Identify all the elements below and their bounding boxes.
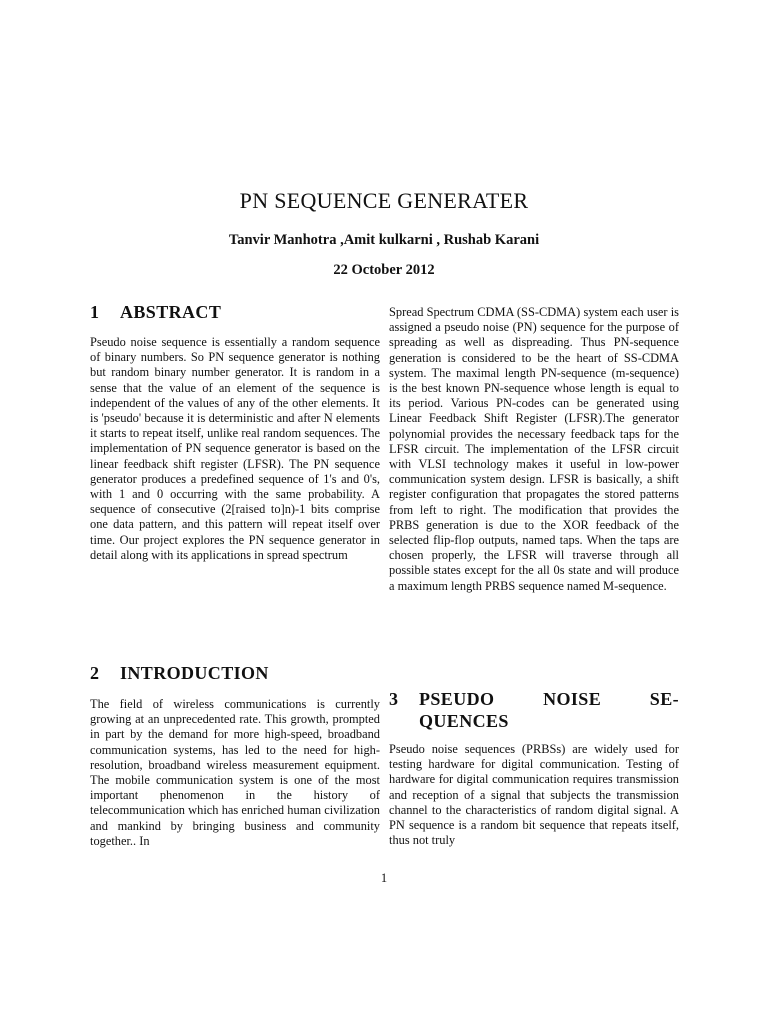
introduction-paragraph: The field of wireless communications is currently growing at an unprecedented rate. This growth, prompted in part by the demand for more high-speed, broadband communication systems, has led to the need for high-resolution, broadband wireless measurement equipment. The mobile communication system is one of the most important phenomenon in the history of telecommunication which has enriched human civilization and mankind by bringing business and community together.. In bbox=[90, 697, 380, 848]
pseudo-noise-paragraph: Pseudo noise sequences (PRBSs) are widely used for testing hardware for digital communication. Testing of hardware for digital communication requires transmission and reception of a signal that subjects the transmission channel to the characteristics of random digital signal. A PN sequence is a random bit sequence that repeats itself, thus not truly bbox=[389, 742, 679, 848]
paper-authors: Tanvir Manhotra ,Amit kulkarni , Rushab Karani bbox=[228, 232, 540, 248]
section-title: ABSTRACT bbox=[120, 302, 222, 322]
page-number: 1 bbox=[380, 871, 388, 885]
paper-title: PN SEQUENCE GENERATER bbox=[239, 188, 529, 213]
section-number: 3 bbox=[389, 689, 399, 709]
abstract-paragraph: Pseudo noise sequence is essentially a random sequence of binary numbers. So PN sequence generator is nothing but random binary number generator. It is random in a sense that the value of an element of the sequence is independent of the values of any of the other elements. It is 'pseudo' because it is deterministic and after N elements it starts to repeat itself, unlike real random sequences. The implementation of PN sequence generator is based on the linear feedback shift register (LFSR). The PN sequence generator produces a predefined sequence of 1's and 0's, with 1 and 0 occurring with the same probability. A sequence of consecutive (2[raised to]n)-1 bits comprise one data pattern, and this pattern will repeat itself over time. Our project explores the PN sequence generator in detail along with its applications in spread spectrum bbox=[90, 335, 380, 562]
abstract-continued-paragraph: Spread Spectrum CDMA (SS-CDMA) system each user is assigned a pseudo noise (PN) sequence for the purpose of spreading as well as dispreading. Thus PN-sequence generation is considered to be the heart of SS-CDMA system. The maximal length PN-sequence (m-sequence) is the best known PN-sequence whose length is equal to its period. Various PN-codes can be generated using Linear Feedback Shift Register (LFSR).The generator polynomial provides the necessary feedback taps for the LFSR circuit. The implementation of the LFSR circuit with VLSI technology makes it useful in low-power communication system design. LFSR is basically, a shift register configuration that propagates the stored patterns from left to right. The modification that provides the PRBS generation is due to the XOR feedback of the selected flip-flop outputs, named taps. When the taps are chosen properly, the LFSR will traverse through all possible states except for the all 0s state and will produce a maximum length PRBS sequence named M-sequence. bbox=[389, 305, 679, 593]
section-heading-abstract bbox=[90, 302, 221, 323]
section-number: 1 bbox=[90, 302, 100, 322]
paper-date: 22 October 2012 bbox=[333, 262, 435, 278]
section-title-line-2: QUENCES bbox=[419, 711, 509, 731]
section-number: 2 bbox=[90, 663, 100, 683]
section-heading-introduction bbox=[90, 663, 269, 684]
section-title: INTRODUCTION bbox=[120, 663, 269, 683]
section-title-line-1: PSEUDO NOISE SE- bbox=[419, 689, 679, 709]
